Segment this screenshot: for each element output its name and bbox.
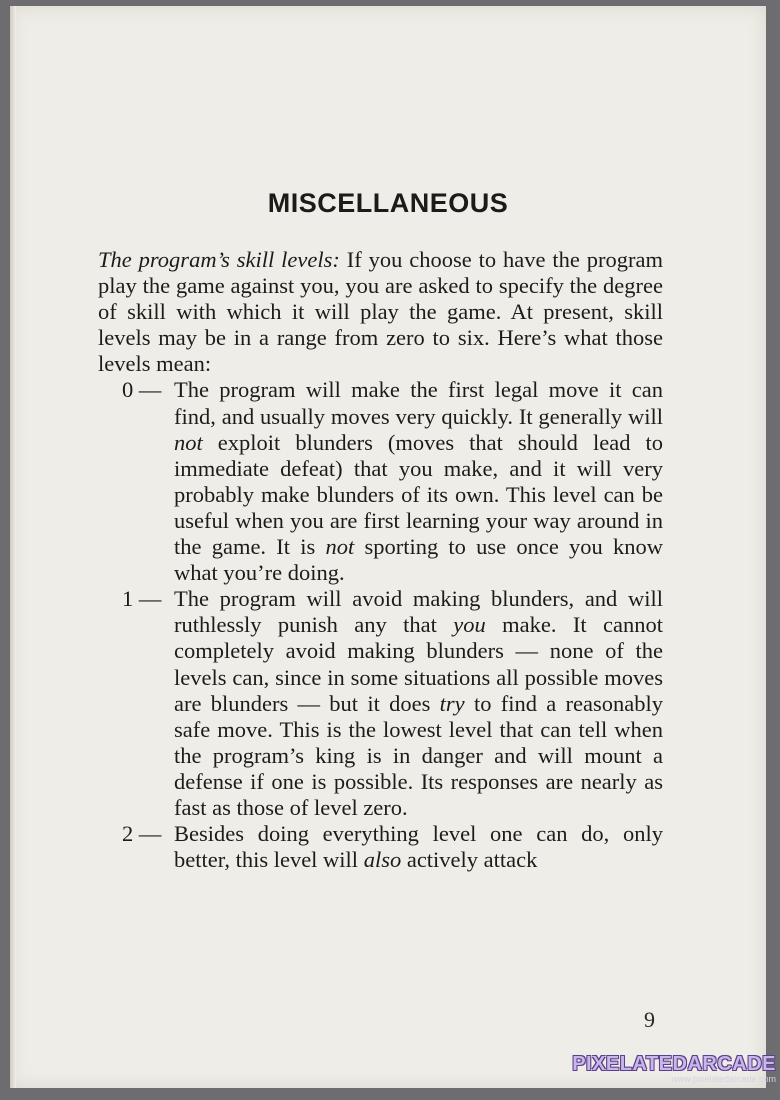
- skill-level-text: actively attack: [401, 847, 538, 873]
- skill-level-text: Besides doing everything level one can do, only better, this level will: [174, 821, 663, 873]
- skill-level-emphasis: try: [439, 690, 465, 716]
- skill-level-list: [98, 377, 663, 873]
- skill-level-text: The program will make the first legal move it can find, and usually moves very quickly. It generally will: [174, 377, 663, 429]
- skill-level-number: 0 —: [122, 377, 162, 403]
- skill-level-item: [98, 821, 663, 873]
- manual-page: [10, 6, 766, 1088]
- skill-level-emphasis: not: [174, 429, 203, 455]
- body-text: [98, 247, 663, 873]
- skill-level-emphasis: not: [325, 534, 355, 560]
- watermark: [572, 1053, 776, 1084]
- intro-text: If you choose to have the program play the game against you, you are asked to specify the degree of skill with which it will play the game. At present, skill levels may be in a range from zero to six. Here’s what those levels mean:: [98, 247, 663, 377]
- skill-level-number: 1 —: [122, 586, 162, 612]
- skill-level-emphasis: also: [363, 847, 402, 873]
- page-number: 9: [644, 1007, 655, 1032]
- intro-label: The program’s skill levels:: [98, 247, 340, 272]
- watermark-url: www.pixelatedarcade.com: [671, 1074, 776, 1084]
- skill-level-text: to find a reasonably safe move. This is the lowest level that can tell when the program’s king is in danger and will mount a defense if one is possible. Its responses are nearly as fast as those of level zero.: [174, 690, 663, 820]
- skill-level-text: make. It cannot completely avoid making blunders — none of the levels can, since in some situations all possible moves are blunders — but it does: [174, 612, 663, 716]
- skill-level-item: [98, 377, 663, 586]
- skill-level-item: [98, 586, 663, 821]
- skill-level-number: 2 —: [122, 821, 162, 847]
- skill-level-text: exploit blunders (moves that should lead to immediate defeat) that you make, and it will very probably make blunders of its own. This level can be useful when you are first learning your way around in the game. It is: [174, 429, 663, 560]
- intro-paragraph: [98, 247, 663, 377]
- skill-level-emphasis: you: [453, 612, 486, 638]
- skill-level-text: The program will avoid making blunders, and will ruthlessly punish any that: [174, 586, 663, 638]
- watermark-brand: PIXELATEDARCADE: [572, 1053, 776, 1075]
- page-title: MISCELLANEOUS: [267, 188, 509, 218]
- skill-level-text: sporting to use once you know what you’re doing.: [174, 534, 664, 586]
